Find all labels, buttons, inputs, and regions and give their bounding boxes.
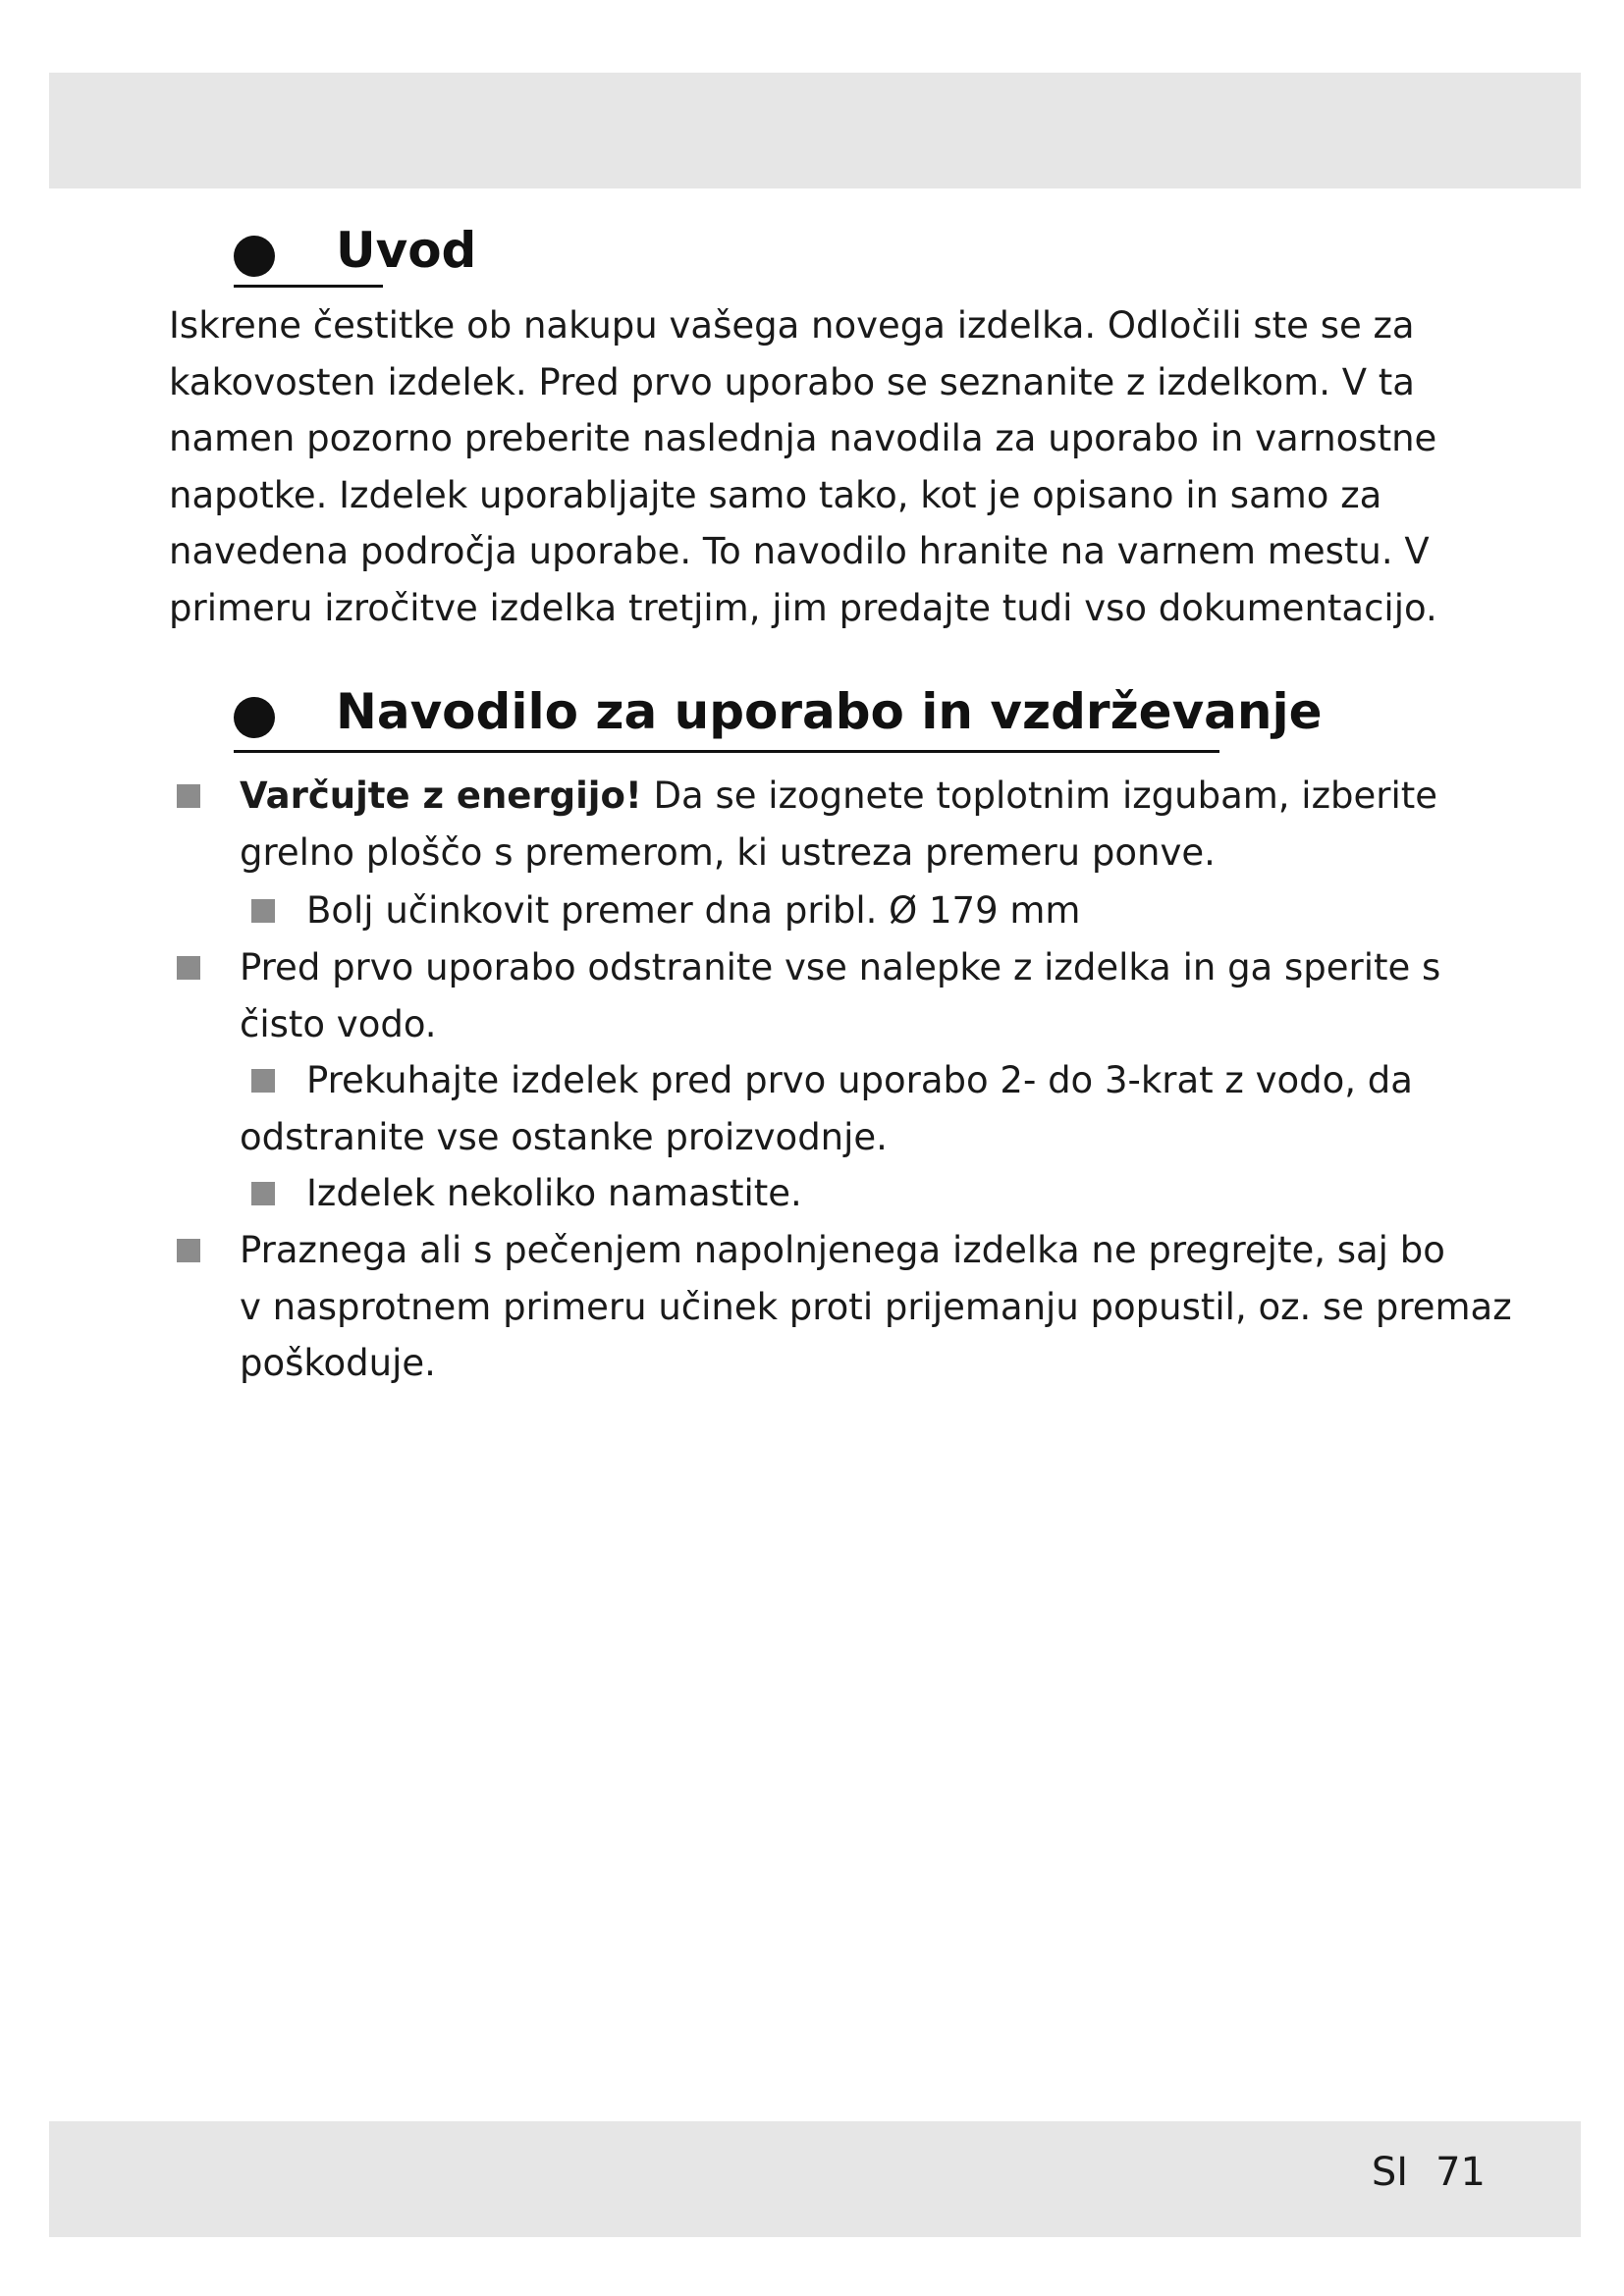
paragraph-line: namen pozorno preberite naslednja navodila za uporabo in varnostne (169, 417, 1437, 459)
paragraph-line: navedena področja uporabe. To navodilo hranite na varnem mestu. V (169, 530, 1430, 572)
bullet-circle-icon (234, 236, 275, 277)
item-line: grelno ploščo s premerom, ki ustreza premeru ponve. (240, 830, 1216, 874)
list-item (240, 1222, 1512, 1392)
paragraph-line: kakovosten izdelek. Pred prvo uporabo se seznanite z izdelkom. V ta (169, 360, 1415, 403)
list-subitem (240, 882, 1080, 939)
square-bullet-icon (251, 1182, 275, 1205)
page-number: 71 (1435, 2150, 1486, 2195)
heading-underline (234, 750, 1219, 753)
list-subitem (240, 1165, 802, 1222)
square-bullet-icon (177, 1239, 200, 1262)
heading-underline (234, 285, 383, 288)
list-item (240, 768, 1437, 881)
square-bullet-icon (251, 1069, 275, 1093)
item-line: v nasprotnem primeru učinek proti prijemanju popustil, oz. se premaz (240, 1285, 1512, 1328)
page-footer (1372, 2150, 1486, 2195)
footer-band (49, 2121, 1581, 2237)
section-title: Navodilo za uporabo in vzdrževanje (336, 683, 1323, 740)
bullet-circle-icon (234, 697, 275, 738)
paragraph-line: primeru izročitve izdelka tretjim, jim predajte tudi vso dokumentacijo. (169, 586, 1437, 629)
item-line: Izdelek nekoliko namastite. (306, 1172, 802, 1214)
item-line: Prekuhajte izdelek pred prvo uporabo 2- do 3-krat z vodo, da (306, 1059, 1413, 1101)
square-bullet-icon (177, 956, 200, 980)
header-band (49, 73, 1581, 188)
language-code: SI (1371, 2150, 1409, 2195)
section-title: Uvod (336, 222, 477, 279)
item-line: čisto vodo. (240, 1002, 437, 1045)
list-item (240, 939, 1440, 1052)
paragraph-line: napotke. Izdelek uporabljajte samo tako, kot je opisano in samo za (169, 473, 1382, 516)
square-bullet-icon (251, 899, 275, 923)
item-line: Bolj učinkovit premer dna pribl. Ø 179 mm (306, 889, 1081, 932)
item-line: odstranite vse ostanke proizvodnje. (240, 1115, 888, 1158)
item-line: Pred prvo uporabo odstranite vse nalepke z izdelka in ga sperite s (240, 946, 1441, 988)
square-bullet-icon (177, 784, 200, 808)
item-line: poškoduje. (240, 1342, 436, 1384)
intro-paragraph (169, 297, 1465, 636)
item-line: Praznega ali s pečenjem napolnjenega izdelka ne pregrejte, saj bo (240, 1229, 1445, 1271)
item-line: Da se izognete toplotnim izgubam, izberite (641, 774, 1438, 817)
list-subitem (240, 1052, 1413, 1165)
paragraph-line: Iskrene čestitke ob nakupu vašega novega izdelka. Odločili ste se za (169, 304, 1415, 347)
item-emphasis: Varčujte z energijo! (240, 774, 642, 817)
